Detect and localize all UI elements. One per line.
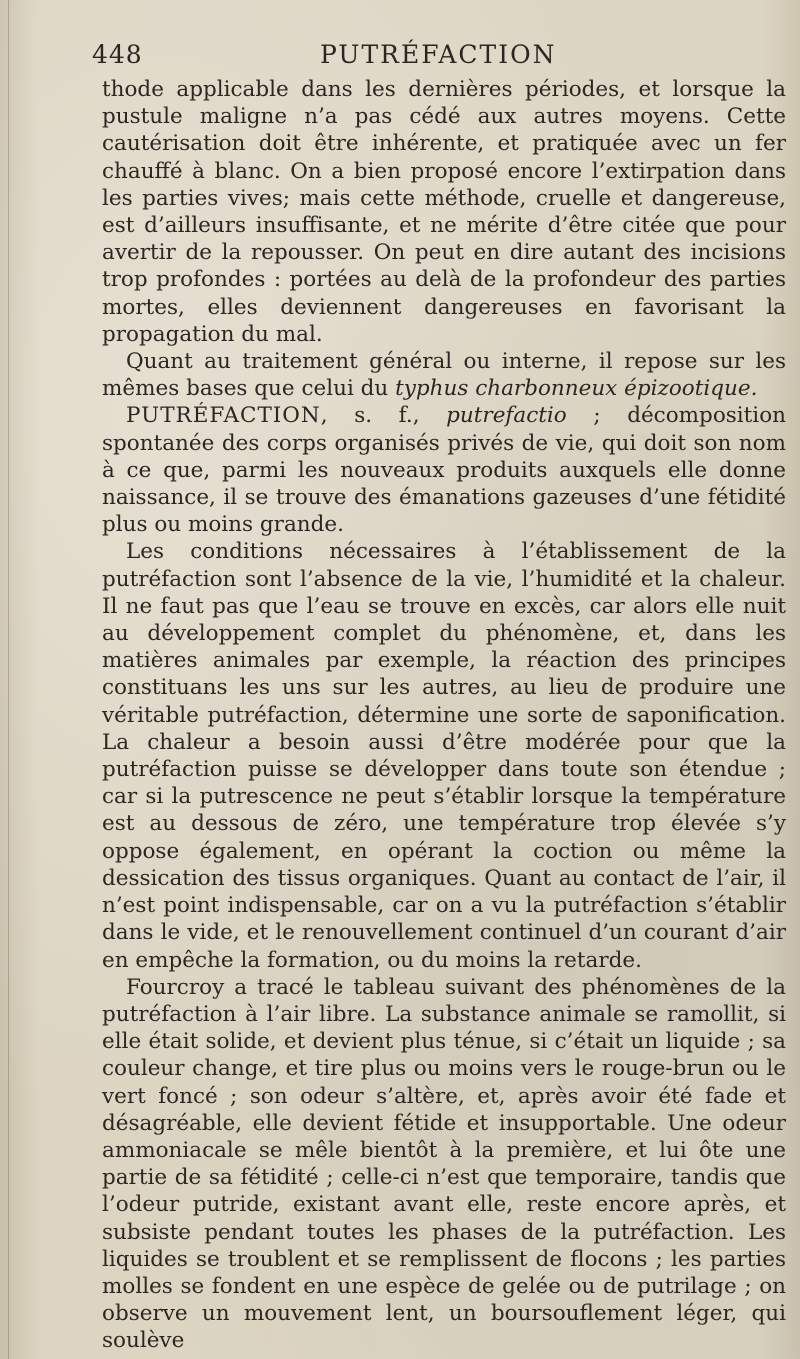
- entry-definition: ; décomposition spontanée des corps organisés privés de vie, qui doit son nom à ce que, parmi les nouveaux produits auxquels elle donne naissance, il se trouve des émanations gazeuses d’une fétidité plus ou moins grande.: [102, 403, 786, 538]
- paragraph-2-italic: typhus charbonneux épizootique.: [395, 376, 758, 402]
- entry-latin: putrefactio: [446, 403, 567, 429]
- paragraph-5-text: Fourcroy a tracé le tableau suivant des phénomènes de la putréfaction à l’air libre. La substance animale se ramollit, si elle était solide, et devient plus ténue, si c’était un liquide ; sa couleur change, et tire plus ou moins vers le rouge-brun ou le vert foncé ; son odeur s’altère, et, après avoir été fade et désagréable, elle devient fétide et insupportable. Une odeur ammoniacale se mêle bientôt à la première, et lui ôte une partie de sa fétidité ; celle-ci n’est que temporaire, tandis que l’odeur putride, existant avant elle, reste encore après, et subsiste pendant toutes les phases de la putréfaction. Les liquides se troublent et se remplissent de flocons ; les parties molles se fondent en une espèce de gelée ou de putrilage ; on observe un mouvement lent, un boursouflement léger, qui soulève: [102, 974, 786, 1354]
- paragraph-2: [102, 348, 786, 402]
- entry-abbrev: , s. f.,: [320, 403, 447, 429]
- paragraph-1: [102, 76, 786, 348]
- paragraph-4-text: Les conditions nécessaires à l’établissement de la putréfaction sont l’absence de la vie, l’humidité et la chaleur. Il ne faut pas que l’eau se trouve en excès, car alors elle nuit au développement complet du phénomène, et, dans les matières animales par exemple, la réaction des principes constituans les uns sur les autres, au lieu de produire une véritable putréfaction, détermine une sorte de saponification. La chaleur a besoin aussi d’être modérée pour que la putréfaction puisse se développer dans toute son étendue ; car si la putrescence ne peut s’établir lorsque la température est au dessous de zéro, une température trop élevée s’y oppose également, en opérant la coction ou même la dessication des tissus organiques. Quant au contact de l’air, il n’est point indispensable, car on a vu la putréfaction s’établir dans le vide, et le renouvellement continuel d’un courant d’air en empêche la formation, ou du moins la retarde.: [102, 539, 786, 973]
- page-number: 448: [92, 40, 143, 69]
- paragraph-5: [102, 974, 786, 1355]
- paragraph-1-text: thode applicable dans les dernières périodes, et lorsque la pustule maligne n’a pas cédé aux autres moyens. Cette cautérisation doit être inhérente, et pratiquée avec un fer chauffé à blanc. On a bien proposé encore l’extirpation dans les parties vives; mais cette méthode, cruelle et dangereuse, est d’ailleurs insuffisante, et ne mérite d’être citée que pour avertir de la repousser. On peut en dire autant des incisions trop profondes : portées au delà de la profondeur des parties mortes, elles deviennent dangereuses en favorisant la propagation du mal.: [102, 77, 786, 347]
- paragraph-4: [102, 538, 786, 973]
- entry-headword: PUTRÉFACTION: [126, 403, 321, 429]
- paragraph-2-text: Quant au traitement général ou interne, il repose sur les mêmes bases que celui du: [102, 349, 786, 402]
- body-text: [102, 76, 786, 1355]
- binding-gutter: [8, 0, 9, 1359]
- page-header: [92, 40, 772, 76]
- running-title: PUTRÉFACTION: [320, 40, 557, 69]
- paragraph-3-entry: [102, 402, 786, 538]
